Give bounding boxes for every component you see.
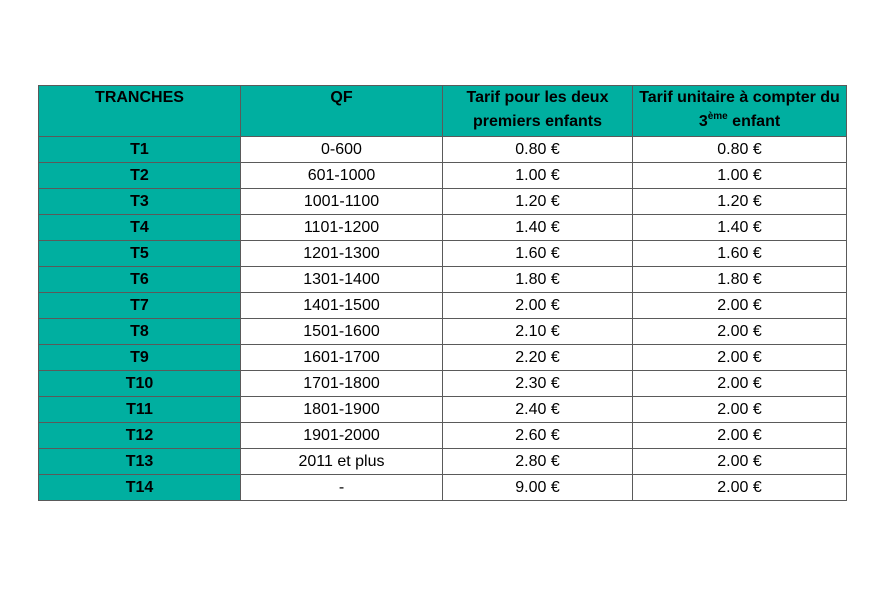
header-tarif-unitaire-sup: ème xyxy=(707,110,728,122)
cell-tarif-deux-enfants: 2.20 € xyxy=(443,345,633,371)
cell-tarif-deux-enfants: 2.80 € xyxy=(443,449,633,475)
cell-tarif-unitaire: 2.00 € xyxy=(633,371,847,397)
cell-tarif-deux-enfants: 1.20 € xyxy=(443,189,633,215)
cell-qf: 1401-1500 xyxy=(241,293,443,319)
table-header xyxy=(39,86,847,137)
cell-tranche: T3 xyxy=(39,189,241,215)
header-tarif-unitaire xyxy=(633,86,847,137)
cell-tarif-unitaire: 2.00 € xyxy=(633,475,847,501)
cell-tarif-unitaire: 2.00 € xyxy=(633,423,847,449)
cell-tranche: T13 xyxy=(39,449,241,475)
cell-tranche: T12 xyxy=(39,423,241,449)
cell-tranche: T5 xyxy=(39,241,241,267)
cell-qf: 1501-1600 xyxy=(241,319,443,345)
header-qf: QF xyxy=(241,86,443,137)
cell-qf: 0-600 xyxy=(241,137,443,163)
cell-tranche: T2 xyxy=(39,163,241,189)
cell-tranche: T7 xyxy=(39,293,241,319)
table-row xyxy=(39,345,847,371)
cell-qf: 1601-1700 xyxy=(241,345,443,371)
header-tranches: TRANCHES xyxy=(39,86,241,137)
cell-tarif-unitaire: 2.00 € xyxy=(633,397,847,423)
cell-tranche: T14 xyxy=(39,475,241,501)
cell-tarif-deux-enfants: 1.80 € xyxy=(443,267,633,293)
cell-tarif-unitaire: 1.00 € xyxy=(633,163,847,189)
cell-tarif-deux-enfants: 0.80 € xyxy=(443,137,633,163)
cell-tarif-unitaire: 1.40 € xyxy=(633,215,847,241)
table-row xyxy=(39,267,847,293)
cell-tarif-deux-enfants: 9.00 € xyxy=(443,475,633,501)
header-tarif-unitaire-text: Tarif unitaire à compter du 3 xyxy=(639,89,840,130)
table-row xyxy=(39,423,847,449)
cell-qf: 2011 et plus xyxy=(241,449,443,475)
cell-qf: - xyxy=(241,475,443,501)
cell-qf: 1001-1100 xyxy=(241,189,443,215)
cell-tranche: T1 xyxy=(39,137,241,163)
table-row xyxy=(39,319,847,345)
cell-tarif-unitaire: 2.00 € xyxy=(633,293,847,319)
table-body xyxy=(39,137,847,501)
cell-qf: 1301-1400 xyxy=(241,267,443,293)
cell-tarif-deux-enfants: 2.60 € xyxy=(443,423,633,449)
cell-tarif-unitaire: 1.60 € xyxy=(633,241,847,267)
cell-qf: 1701-1800 xyxy=(241,371,443,397)
cell-tranche: T6 xyxy=(39,267,241,293)
cell-tarif-deux-enfants: 2.30 € xyxy=(443,371,633,397)
header-tarif-unitaire-end: enfant xyxy=(727,113,781,130)
cell-tarif-deux-enfants: 1.60 € xyxy=(443,241,633,267)
table-row xyxy=(39,371,847,397)
cell-qf: 1101-1200 xyxy=(241,215,443,241)
table-row xyxy=(39,137,847,163)
cell-tarif-deux-enfants: 2.10 € xyxy=(443,319,633,345)
header-tarif-deux-enfants: Tarif pour les deux premiers enfants xyxy=(443,86,633,137)
cell-tarif-deux-enfants: 1.40 € xyxy=(443,215,633,241)
cell-tranche: T9 xyxy=(39,345,241,371)
cell-qf: 1201-1300 xyxy=(241,241,443,267)
cell-tarif-unitaire: 0.80 € xyxy=(633,137,847,163)
cell-tarif-unitaire: 1.20 € xyxy=(633,189,847,215)
tarif-table xyxy=(38,85,847,501)
cell-qf: 601-1000 xyxy=(241,163,443,189)
cell-tarif-deux-enfants: 2.00 € xyxy=(443,293,633,319)
table-row xyxy=(39,241,847,267)
cell-tarif-unitaire: 2.00 € xyxy=(633,319,847,345)
table-row xyxy=(39,397,847,423)
table-row xyxy=(39,475,847,501)
header-row xyxy=(39,86,847,137)
table-row xyxy=(39,163,847,189)
table-row xyxy=(39,449,847,475)
table-row xyxy=(39,293,847,319)
cell-tarif-deux-enfants: 2.40 € xyxy=(443,397,633,423)
cell-tranche: T11 xyxy=(39,397,241,423)
cell-tarif-unitaire: 1.80 € xyxy=(633,267,847,293)
cell-tranche: T8 xyxy=(39,319,241,345)
cell-tarif-unitaire: 2.00 € xyxy=(633,345,847,371)
cell-tarif-deux-enfants: 1.00 € xyxy=(443,163,633,189)
table-row xyxy=(39,215,847,241)
cell-tranche: T4 xyxy=(39,215,241,241)
cell-qf: 1901-2000 xyxy=(241,423,443,449)
cell-tarif-unitaire: 2.00 € xyxy=(633,449,847,475)
cell-qf: 1801-1900 xyxy=(241,397,443,423)
table-row xyxy=(39,189,847,215)
cell-tranche: T10 xyxy=(39,371,241,397)
